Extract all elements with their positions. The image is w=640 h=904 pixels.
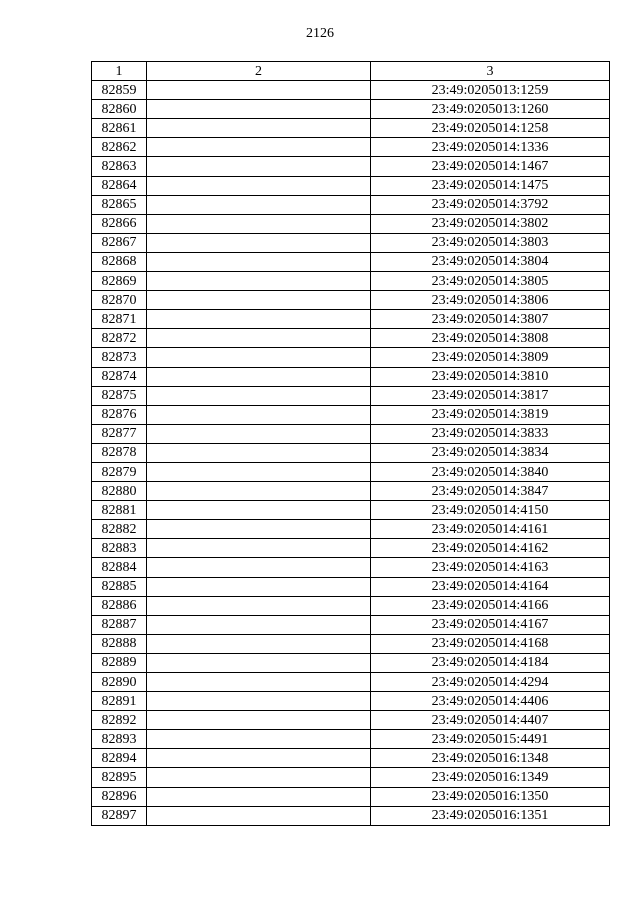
cadastral-number-cell: 23:49:0205014:4164 bbox=[371, 577, 610, 596]
cadastral-number-cell: 23:49:0205014:3802 bbox=[371, 214, 610, 233]
cadastral-number-cell: 23:49:0205014:3804 bbox=[371, 252, 610, 271]
cadastral-number-cell: 23:49:0205014:4406 bbox=[371, 692, 610, 711]
table-row bbox=[92, 119, 610, 138]
table-row bbox=[92, 405, 610, 424]
cadastral-number-cell: 23:49:0205016:1350 bbox=[371, 787, 610, 806]
cadastral-number-cell: 23:49:0205014:4167 bbox=[371, 615, 610, 634]
row-number-cell: 82866 bbox=[92, 214, 147, 233]
row-empty-cell bbox=[147, 348, 371, 367]
table-row bbox=[92, 81, 610, 100]
header-row bbox=[92, 62, 610, 81]
row-number-cell: 82883 bbox=[92, 539, 147, 558]
cadastral-number-cell: 23:49:0205014:3792 bbox=[371, 195, 610, 214]
cadastral-number-cell: 23:49:0205014:3834 bbox=[371, 443, 610, 462]
table-row bbox=[92, 291, 610, 310]
row-number-cell: 82891 bbox=[92, 692, 147, 711]
row-empty-cell bbox=[147, 329, 371, 348]
table-row bbox=[92, 157, 610, 176]
cadastral-number-cell: 23:49:0205014:4168 bbox=[371, 634, 610, 653]
cadastral-number-cell: 23:49:0205016:1349 bbox=[371, 768, 610, 787]
table-header bbox=[92, 62, 610, 81]
row-number-cell: 82876 bbox=[92, 405, 147, 424]
table-row bbox=[92, 424, 610, 443]
table-row bbox=[92, 138, 610, 157]
row-number-cell: 82880 bbox=[92, 482, 147, 501]
row-empty-cell bbox=[147, 386, 371, 405]
table-row bbox=[92, 730, 610, 749]
cadastral-number-cell: 23:49:0205014:3847 bbox=[371, 482, 610, 501]
table-row bbox=[92, 558, 610, 577]
cadastral-number-cell: 23:49:0205014:3806 bbox=[371, 291, 610, 310]
row-empty-cell bbox=[147, 310, 371, 329]
table-row bbox=[92, 577, 610, 596]
row-empty-cell bbox=[147, 615, 371, 634]
table-row bbox=[92, 749, 610, 768]
row-empty-cell bbox=[147, 157, 371, 176]
row-empty-cell bbox=[147, 749, 371, 768]
row-empty-cell bbox=[147, 443, 371, 462]
row-empty-cell bbox=[147, 462, 371, 481]
table-row bbox=[92, 176, 610, 195]
cadastral-number-cell: 23:49:0205014:3833 bbox=[371, 424, 610, 443]
row-empty-cell bbox=[147, 806, 371, 825]
column-header-3: 3 bbox=[371, 62, 610, 81]
table-row bbox=[92, 596, 610, 615]
table-row bbox=[92, 272, 610, 291]
cadastral-number-cell: 23:49:0205014:3805 bbox=[371, 272, 610, 291]
column-header-1: 1 bbox=[92, 62, 147, 81]
row-empty-cell bbox=[147, 539, 371, 558]
table-row bbox=[92, 768, 610, 787]
table-row bbox=[92, 653, 610, 672]
row-empty-cell bbox=[147, 138, 371, 157]
cadastral-number-cell: 23:49:0205013:1260 bbox=[371, 100, 610, 119]
row-empty-cell bbox=[147, 634, 371, 653]
cadastral-number-cell: 23:49:0205014:3840 bbox=[371, 462, 610, 481]
row-number-cell: 82867 bbox=[92, 233, 147, 252]
row-empty-cell bbox=[147, 272, 371, 291]
row-number-cell: 82885 bbox=[92, 577, 147, 596]
cadastral-number-cell: 23:49:0205014:4184 bbox=[371, 653, 610, 672]
row-number-cell: 82872 bbox=[92, 329, 147, 348]
row-empty-cell bbox=[147, 520, 371, 539]
table-row bbox=[92, 329, 610, 348]
row-empty-cell bbox=[147, 100, 371, 119]
cadastral-number-cell: 23:49:0205014:3807 bbox=[371, 310, 610, 329]
cadastral-number-cell: 23:49:0205014:3817 bbox=[371, 386, 610, 405]
cadastral-number-cell: 23:49:0205014:1336 bbox=[371, 138, 610, 157]
cadastral-number-cell: 23:49:0205014:4162 bbox=[371, 539, 610, 558]
row-number-cell: 82893 bbox=[92, 730, 147, 749]
cadastral-number-cell: 23:49:0205014:1467 bbox=[371, 157, 610, 176]
row-number-cell: 82863 bbox=[92, 157, 147, 176]
table-row bbox=[92, 539, 610, 558]
row-empty-cell bbox=[147, 577, 371, 596]
row-number-cell: 82881 bbox=[92, 501, 147, 520]
row-empty-cell bbox=[147, 653, 371, 672]
row-number-cell: 82879 bbox=[92, 462, 147, 481]
table-row bbox=[92, 386, 610, 405]
row-number-cell: 82882 bbox=[92, 520, 147, 539]
row-number-cell: 82870 bbox=[92, 291, 147, 310]
cadastral-number-cell: 23:49:0205013:1259 bbox=[371, 81, 610, 100]
table-row bbox=[92, 443, 610, 462]
row-number-cell: 82871 bbox=[92, 310, 147, 329]
table-row bbox=[92, 501, 610, 520]
row-number-cell: 82861 bbox=[92, 119, 147, 138]
table-row bbox=[92, 100, 610, 119]
table-row bbox=[92, 520, 610, 539]
table-row bbox=[92, 634, 610, 653]
row-number-cell: 82895 bbox=[92, 768, 147, 787]
row-empty-cell bbox=[147, 233, 371, 252]
row-number-cell: 82889 bbox=[92, 653, 147, 672]
table-row bbox=[92, 615, 610, 634]
row-empty-cell bbox=[147, 252, 371, 271]
row-number-cell: 82873 bbox=[92, 348, 147, 367]
cadastral-number-cell: 23:49:0205014:3803 bbox=[371, 233, 610, 252]
row-number-cell: 82868 bbox=[92, 252, 147, 271]
row-empty-cell bbox=[147, 81, 371, 100]
table-row bbox=[92, 348, 610, 367]
table-row bbox=[92, 806, 610, 825]
table-row bbox=[92, 310, 610, 329]
page-number: 2126 bbox=[306, 26, 334, 41]
row-number-cell: 82892 bbox=[92, 711, 147, 730]
row-empty-cell bbox=[147, 214, 371, 233]
cadastral-number-cell: 23:49:0205014:4150 bbox=[371, 501, 610, 520]
table-row bbox=[92, 367, 610, 386]
table-row bbox=[92, 482, 610, 501]
row-empty-cell bbox=[147, 424, 371, 443]
row-empty-cell bbox=[147, 768, 371, 787]
row-number-cell: 82860 bbox=[92, 100, 147, 119]
row-number-cell: 82877 bbox=[92, 424, 147, 443]
cadastral-number-cell: 23:49:0205014:3819 bbox=[371, 405, 610, 424]
cadastral-number-cell: 23:49:0205014:4294 bbox=[371, 673, 610, 692]
row-empty-cell bbox=[147, 195, 371, 214]
registry-table bbox=[91, 61, 610, 826]
column-header-2: 2 bbox=[147, 62, 371, 81]
row-empty-cell bbox=[147, 405, 371, 424]
cadastral-number-cell: 23:49:0205016:1348 bbox=[371, 749, 610, 768]
row-number-cell: 82875 bbox=[92, 386, 147, 405]
cadastral-number-cell: 23:49:0205014:4407 bbox=[371, 711, 610, 730]
row-empty-cell bbox=[147, 291, 371, 310]
cadastral-number-cell: 23:49:0205014:1258 bbox=[371, 119, 610, 138]
table-row bbox=[92, 233, 610, 252]
row-empty-cell bbox=[147, 673, 371, 692]
row-empty-cell bbox=[147, 730, 371, 749]
row-empty-cell bbox=[147, 596, 371, 615]
cadastral-number-cell: 23:49:0205015:4491 bbox=[371, 730, 610, 749]
row-number-cell: 82865 bbox=[92, 195, 147, 214]
row-empty-cell bbox=[147, 119, 371, 138]
table-row bbox=[92, 252, 610, 271]
cadastral-number-cell: 23:49:0205014:3810 bbox=[371, 367, 610, 386]
table-row bbox=[92, 462, 610, 481]
cadastral-number-cell: 23:49:0205014:4166 bbox=[371, 596, 610, 615]
row-number-cell: 82874 bbox=[92, 367, 147, 386]
row-empty-cell bbox=[147, 367, 371, 386]
row-number-cell: 82896 bbox=[92, 787, 147, 806]
table-row bbox=[92, 214, 610, 233]
row-empty-cell bbox=[147, 501, 371, 520]
row-number-cell: 82869 bbox=[92, 272, 147, 291]
row-number-cell: 82864 bbox=[92, 176, 147, 195]
table-row bbox=[92, 195, 610, 214]
row-number-cell: 82884 bbox=[92, 558, 147, 577]
table-row bbox=[92, 711, 610, 730]
row-number-cell: 82886 bbox=[92, 596, 147, 615]
table-row bbox=[92, 673, 610, 692]
row-empty-cell bbox=[147, 787, 371, 806]
row-number-cell: 82888 bbox=[92, 634, 147, 653]
cadastral-number-cell: 23:49:0205014:3808 bbox=[371, 329, 610, 348]
row-empty-cell bbox=[147, 711, 371, 730]
row-number-cell: 82887 bbox=[92, 615, 147, 634]
row-number-cell: 82890 bbox=[92, 673, 147, 692]
row-number-cell: 82878 bbox=[92, 443, 147, 462]
cadastral-number-cell: 23:49:0205014:4161 bbox=[371, 520, 610, 539]
row-number-cell: 82894 bbox=[92, 749, 147, 768]
table-body bbox=[92, 81, 610, 826]
row-empty-cell bbox=[147, 176, 371, 195]
row-number-cell: 82862 bbox=[92, 138, 147, 157]
table-row bbox=[92, 787, 610, 806]
cadastral-number-cell: 23:49:0205014:1475 bbox=[371, 176, 610, 195]
cadastral-number-cell: 23:49:0205016:1351 bbox=[371, 806, 610, 825]
row-empty-cell bbox=[147, 558, 371, 577]
cadastral-number-cell: 23:49:0205014:4163 bbox=[371, 558, 610, 577]
row-empty-cell bbox=[147, 482, 371, 501]
cadastral-number-cell: 23:49:0205014:3809 bbox=[371, 348, 610, 367]
row-number-cell: 82859 bbox=[92, 81, 147, 100]
row-number-cell: 82897 bbox=[92, 806, 147, 825]
table-row bbox=[92, 692, 610, 711]
row-empty-cell bbox=[147, 692, 371, 711]
